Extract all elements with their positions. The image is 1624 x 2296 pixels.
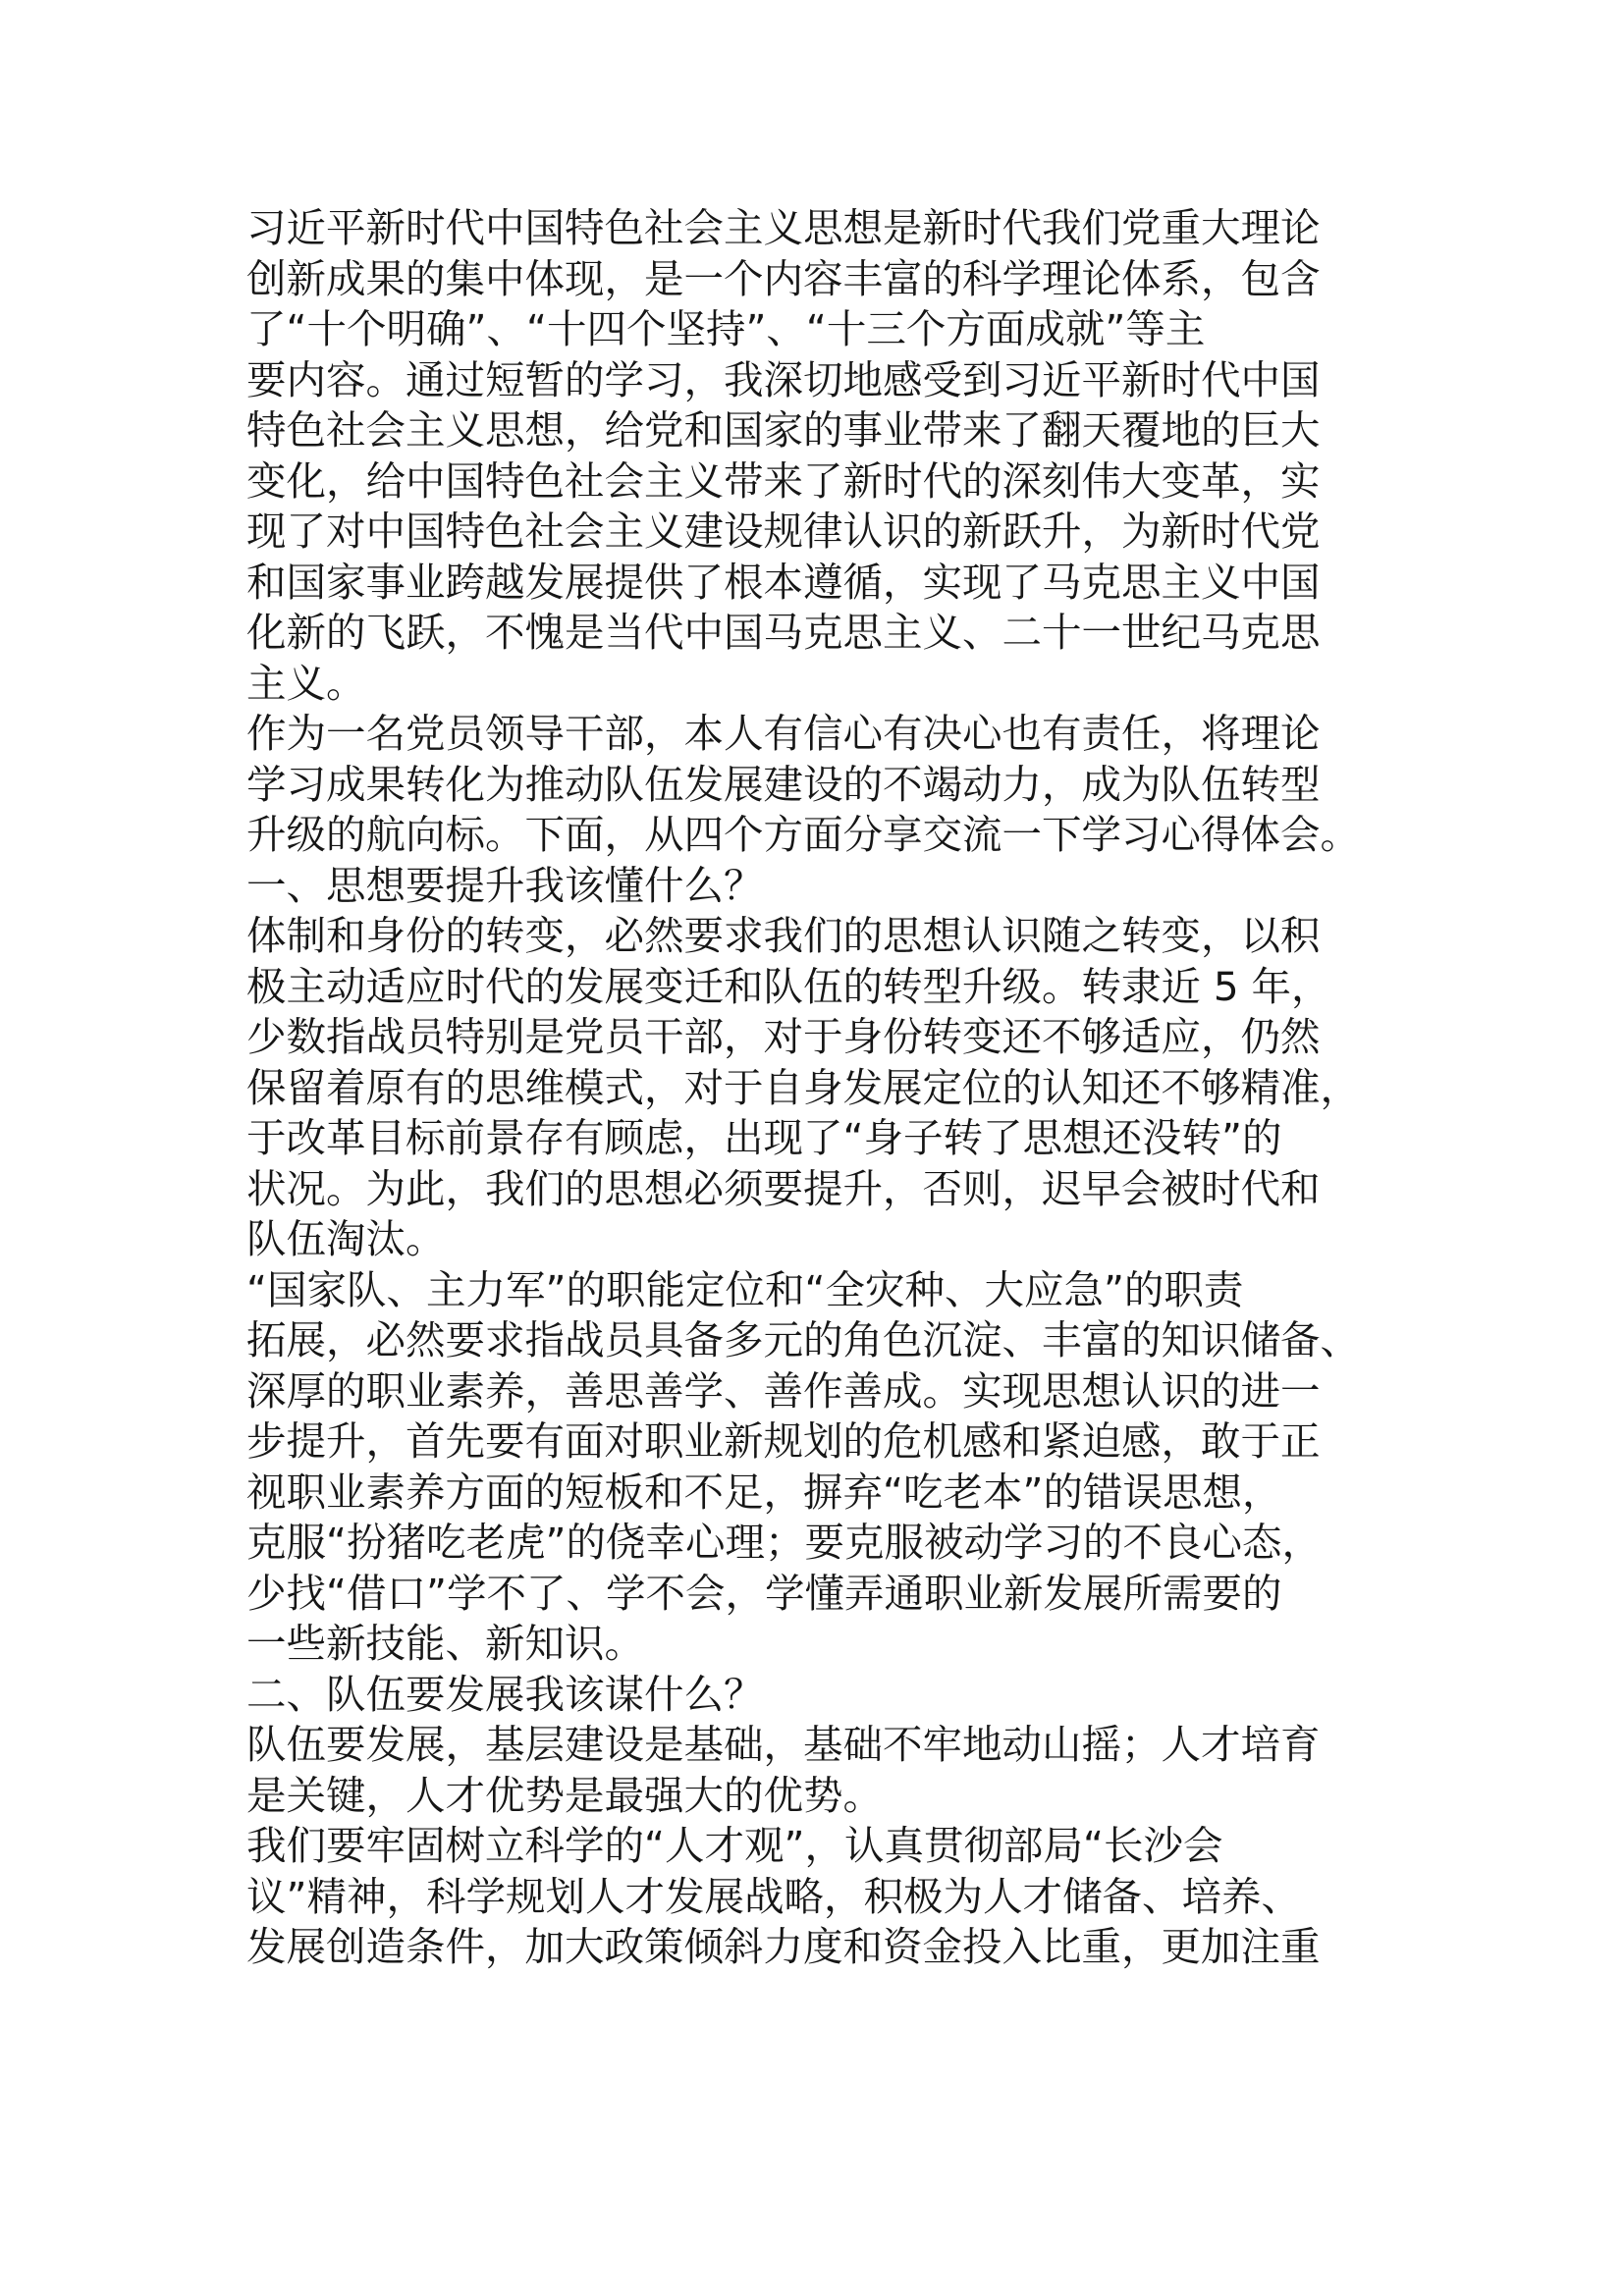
- text-line: 了“十个明确”、“十四个坚持”、“十三个方面成就”等主: [246, 305, 1206, 352]
- text-line: 步提升，首先要有面对职业新规划的危机感和紧迫感，敢于正: [246, 1417, 1321, 1465]
- document-body: [246, 203, 1376, 1973]
- text-line: 发展创造条件，加大政策倾斜力度和资金投入比重，更加注重: [246, 1923, 1321, 1970]
- text-line: 队伍要发展，基层建设是基础，基础不牢地动山摇；人才培育: [246, 1721, 1321, 1768]
- text-line: 化新的飞跃，不愧是当代中国马克思主义、二十一世纪马克思: [246, 609, 1321, 656]
- text-line: 极主动适应时代的发展变迁和队伍的转型升级。转隶近 5 年，: [246, 962, 1331, 1010]
- text-line: “国家队、主力军”的职能定位和“全灾种、大应急”的职责: [246, 1265, 1244, 1313]
- text-line: 学习成果转化为推动队伍发展建设的不竭动力，成为队伍转型: [246, 760, 1321, 808]
- text-line: 我们要牢固树立科学的“人才观”，认真贯彻部局“长沙会: [246, 1822, 1223, 1869]
- text-line: 特色社会主义思想，给党和国家的事业带来了翻天覆地的巨大: [246, 406, 1321, 454]
- text-line: 少数指战员特别是党员干部，对于身份转变还不够适应，仍然: [246, 1013, 1321, 1060]
- text-line: 视职业素养方面的短板和不足，摒弃“吃老本”的错误思想，: [246, 1468, 1282, 1516]
- text-line: 拓展，必然要求指战员具备多元的角色沉淀、丰富的知识储备、: [246, 1316, 1360, 1363]
- text-line: 体制和身份的转变，必然要求我们的思想认识随之转变，以积: [246, 912, 1321, 959]
- text-line: 克服“扮猪吃老虎”的侥幸心理；要克服被动学习的不良心态，: [246, 1519, 1322, 1566]
- text-line: 深厚的职业素养，善思善学、善作善成。实现思想认识的进一: [246, 1366, 1321, 1415]
- text-line: 是关键，人才优势是最强大的优势。: [246, 1771, 883, 1819]
- text-line: 议”精神，科学规划人才发展战略，积极为人才储备、培养、: [246, 1872, 1301, 1920]
- section-heading-2: 二、队伍要发展我该谋什么？: [246, 1670, 764, 1718]
- text-line: 变化，给中国特色社会主义带来了新时代的深刻伟大变革，实: [246, 456, 1321, 505]
- text-line: 主义。: [246, 659, 366, 707]
- text-line: 状况。为此，我们的思想必须要提升，否则，迟早会被时代和: [246, 1164, 1321, 1212]
- text-line: 于改革目标前景存有顾虑，出现了“身子转了思想还没转”的: [246, 1114, 1282, 1161]
- section-heading-1: 一、思想要提升我该懂什么？: [246, 861, 764, 909]
- text-line: 少找“借口”学不了、学不会，学懂弄通职业新发展所需要的: [246, 1569, 1282, 1617]
- text-line: 队伍淘汰。: [246, 1215, 446, 1262]
- text-line: 现了对中国特色社会主义建设规律认识的新跃升，为新时代党: [246, 507, 1321, 555]
- text-line: 创新成果的集中体现，是一个内容丰富的科学理论体系，包含: [246, 254, 1321, 302]
- text-line: 保留着原有的思维模式，对于自身发展定位的认知还不够精准，: [246, 1063, 1360, 1111]
- text-line: 习近平新时代中国特色社会主义思想是新时代我们党重大理论: [246, 204, 1321, 251]
- text-line: 和国家事业跨越发展提供了根本遵循，实现了马克思主义中国: [246, 558, 1321, 606]
- text-line: 一些新技能、新知识。: [246, 1620, 644, 1667]
- text-line: 作为一名党员领导干部，本人有信心有决心也有责任，将理论: [246, 710, 1321, 757]
- text-line: 升级的航向标。下面，从四个方面分享交流一下学习心得体会。: [246, 811, 1360, 858]
- text-line: 要内容。通过短暂的学习，我深切地感受到习近平新时代中国: [246, 355, 1321, 403]
